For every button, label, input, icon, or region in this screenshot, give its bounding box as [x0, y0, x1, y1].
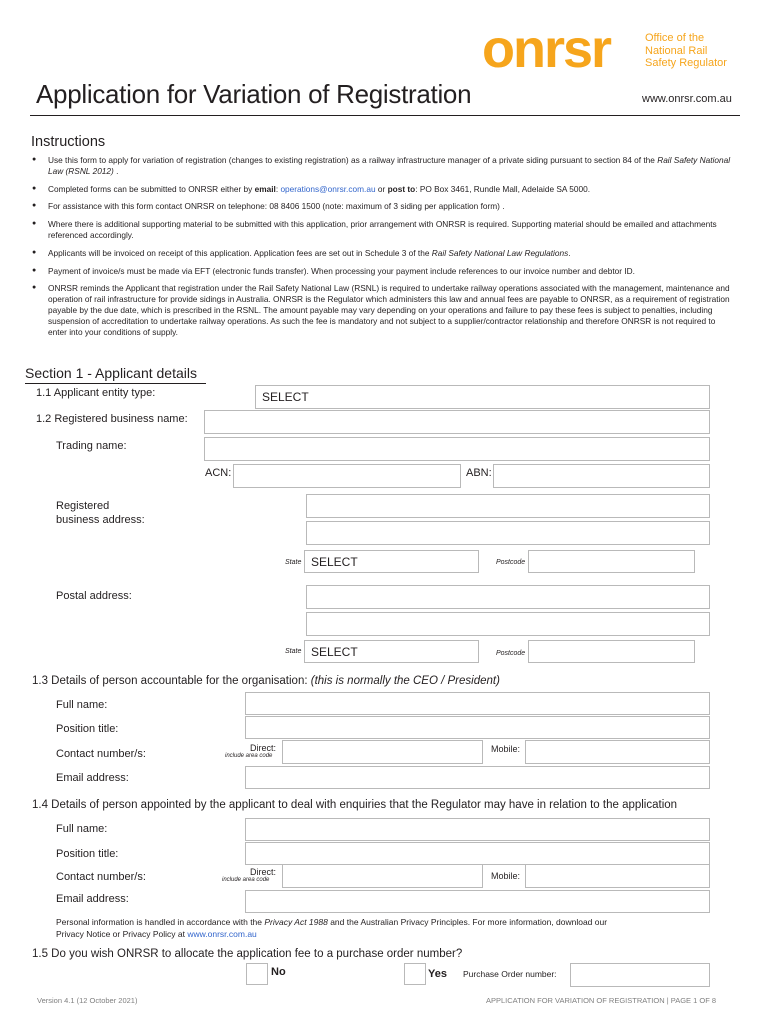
section-1-heading: Section 1 - Applicant details	[25, 365, 197, 381]
direct-phone-input[interactable]	[282, 740, 483, 764]
postal-postcode-input[interactable]	[528, 640, 695, 663]
abn-input[interactable]	[493, 464, 710, 488]
privacy-link[interactable]: www.onrsr.com.au	[187, 928, 257, 939]
registered-address-line1[interactable]	[306, 494, 710, 518]
email-label: Email address:	[56, 772, 129, 784]
logo-subtitle: Office of the National Rail Safety Regulator	[645, 32, 727, 69]
page-number: APPLICATION FOR VARIATION OF REGISTRATION | PAGE 1 OF 8	[486, 996, 717, 1005]
yes-label: Yes	[428, 968, 447, 980]
trading-name-input[interactable]	[204, 437, 710, 461]
trading-name-label: Trading name:	[56, 440, 127, 452]
list-item: ● Use this form to apply for variation of registration (changes to existing registration) as a railway infrastructure manager of a private siding pursuant to section 84 of the Rail Safety National Law (RSNL 2012) .	[32, 155, 734, 177]
registered-address-label: Registered business address:	[56, 500, 145, 526]
yes-checkbox[interactable]	[404, 963, 426, 985]
enquiries-contact-heading: 1.4 Details of person appointed by the applicant to deal with enquiries that the Regulator may have in relation to the application	[32, 799, 678, 811]
position-title-input-2[interactable]	[245, 842, 710, 865]
mobile-label-2: Mobile:	[491, 871, 521, 881]
postcode-input[interactable]	[528, 550, 695, 573]
email-link[interactable]: operations@onrsr.com.au	[280, 183, 376, 194]
business-name-label: 1.2 Registered business name:	[36, 413, 188, 425]
position-title-label-2: Position title:	[56, 848, 119, 860]
postal-state-select[interactable]: SELECT	[304, 640, 479, 663]
list-item: ● Payment of invoice/s must be made via EFT (electronic funds transfer). When processing your payment include references to our invoice number and debtor ID.	[32, 266, 734, 277]
full-name-input-2[interactable]	[245, 818, 710, 841]
list-item: ● For assistance with this form contact ONRSR on telephone: 08 8406 1500 (note: maximum of 3 siding per application form) .	[32, 201, 734, 212]
position-title-label: Position title:	[56, 723, 119, 735]
full-name-label-2: Full name:	[56, 823, 108, 835]
acn-input[interactable]	[233, 464, 461, 488]
purchase-order-heading: 1.5 Do you wish ONRSR to allocate the application fee to a purchase order number?	[32, 948, 463, 960]
list-item: ● Applicants will be invoiced on receipt of this application. Application fees are set out in Schedule 3 of the Rail Safety National Law Regulations.	[32, 248, 734, 259]
contact-number-label: Contact number/s:	[56, 748, 146, 760]
direct-label-2: Direct:	[250, 867, 277, 877]
position-title-input[interactable]	[245, 716, 710, 739]
instructions-list	[32, 155, 734, 344]
state-label: State	[285, 559, 302, 566]
mobile-label: Mobile:	[491, 744, 521, 754]
header-divider	[30, 115, 740, 116]
postcode-label: Postcode	[496, 559, 526, 566]
instructions-heading: Instructions	[31, 134, 106, 150]
onrsr-logo: onrsr	[482, 19, 611, 79]
po-number-label: Purchase Order number:	[463, 969, 557, 979]
mobile-input-2[interactable]	[525, 864, 710, 888]
direct-label: Direct:	[250, 743, 277, 753]
mobile-input[interactable]	[525, 740, 710, 764]
email-input[interactable]	[245, 766, 710, 789]
entity-type-label: 1.1 Applicant entity type:	[36, 387, 156, 399]
privacy-notice: Personal information is handled in accordance with the Privacy Act 1988 and the Australian Privacy Principles. For more information, download our Privacy Notice or Privacy Policy at www.onrsr.com.au	[56, 917, 608, 939]
registered-address-line2[interactable]	[306, 521, 710, 545]
website-link[interactable]: www.onrsr.com.au	[642, 93, 732, 105]
contact-number-label-2: Contact number/s:	[56, 871, 146, 883]
page-title: Application for Variation of Registration	[36, 79, 472, 109]
full-name-input[interactable]	[245, 692, 710, 715]
list-item: ● ONRSR reminds the Applicant that registration under the Rail Safety National Law (RSNL) is required to undertake railway operations associated with the management, maintenance and operation of rail infrastructure for provide sidings in Australia. ONRSR is the Regulator which administers this law and annual fees are payable to ONRSR, as a requirement of registration payable by the due date, which is prescribed in the RSNL. The amount payable may vary depending on your operations and failure to pay these fees is subject to penalties, including suspension of accreditation to undertake railway operations. As such the fee is mandatory and not subject to a supplier/contractor relationship and therefore ONRSR is not required to enter into your conditions of supply.	[32, 283, 734, 337]
email-label-2: Email address:	[56, 893, 129, 905]
email-input-2[interactable]	[245, 890, 710, 913]
postal-address-line2[interactable]	[306, 612, 710, 636]
business-name-input[interactable]	[204, 410, 710, 434]
state-select[interactable]: SELECT	[304, 550, 479, 573]
acn-label: ACN:	[205, 467, 232, 479]
postal-postcode-label: Postcode	[496, 650, 526, 657]
full-name-label: Full name:	[56, 699, 108, 711]
po-number-input[interactable]	[570, 963, 710, 987]
area-code-note-2: include area code	[222, 877, 270, 883]
postal-state-label: State	[285, 648, 302, 655]
direct-phone-input-2[interactable]	[282, 864, 483, 888]
no-checkbox[interactable]	[246, 963, 268, 985]
postal-address-line1[interactable]	[306, 585, 710, 609]
list-item: ● Where there is additional supporting material to be submitted with this application, prior arrangement with ONRSR is required. Supporting material should be emailed and attachments referenced accordingly.	[32, 219, 734, 241]
no-label: No	[271, 966, 286, 978]
list-item: ● Completed forms can be submitted to ONRSR either by email: operations@onrsr.com.au or post to: PO Box 3461, Rundle Mall, Adelaide SA 5000.	[32, 184, 734, 195]
abn-label: ABN:	[466, 467, 492, 479]
postal-address-label: Postal address:	[56, 590, 132, 602]
accountable-person-heading: 1.3 Details of person accountable for the organisation: (this is normally the CEO / President)	[32, 675, 500, 687]
version-label: Version 4.1 (12 October 2021)	[37, 996, 138, 1005]
entity-type-select[interactable]: SELECT	[255, 385, 710, 409]
area-code-note: include area code	[225, 753, 273, 759]
section-divider	[25, 383, 206, 384]
